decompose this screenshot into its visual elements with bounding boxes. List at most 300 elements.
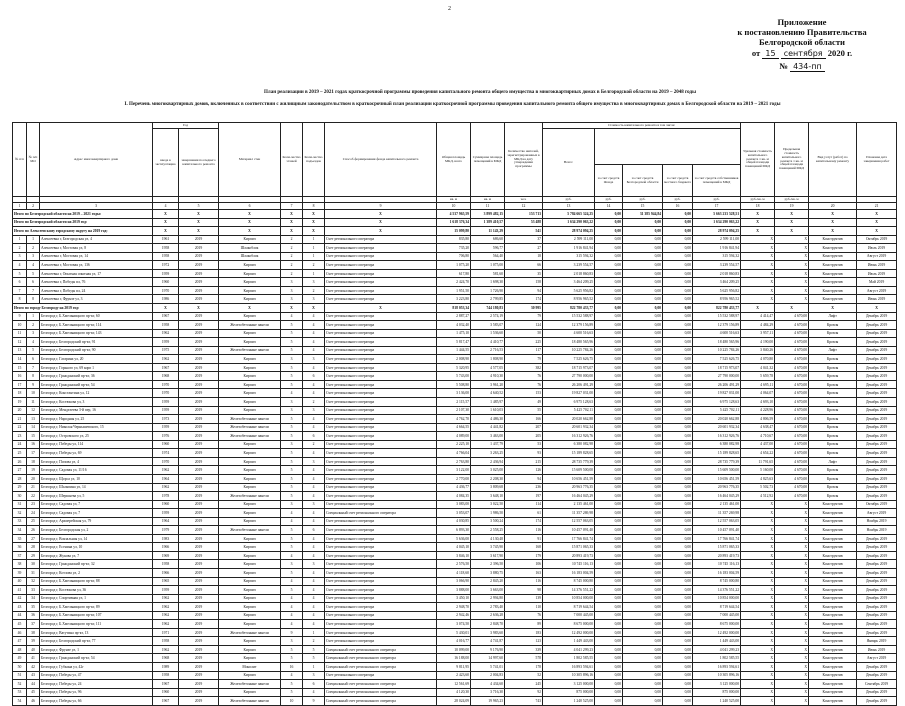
table-cell: 93 [505,449,543,458]
table-cell: 3 840,26 [741,346,775,355]
table-cell: Декабрь 2019 [857,449,897,458]
table-cell: X [741,252,775,261]
table-cell: 0,00 [595,423,623,432]
table-cell: Кровля [809,372,857,381]
table-cell: 3 617,90 [471,551,505,560]
table-cell: 315 594,32 [693,252,741,261]
table-cell: 2 574,19 [471,312,505,321]
table-cell: Кровля [809,440,857,449]
table-cell: 40 [13,577,27,586]
summary-cell: 0,00 [623,218,663,227]
table-cell: 4 [303,577,325,586]
table-cell: X [741,654,775,663]
table-row [13,235,897,244]
table-cell: Счет регионального оператора [325,278,437,287]
table-cell: 29 [27,551,40,560]
table-cell: 0,00 [663,278,693,287]
table-cell: Счет регионального оператора [325,594,437,603]
table-cell: 3 464 209,25 [693,278,741,287]
table-cell: 1968 [153,372,179,381]
table-cell: 39 [27,637,40,646]
table-row [13,398,897,407]
table-cell: 3 053,07 [437,509,471,518]
table-cell: 3 888,00 [437,586,471,595]
table-cell: 2 994,80 [471,594,505,603]
table-cell: 743 [505,697,543,706]
table-cell: 34 [27,594,40,603]
table-cell: 0,00 [663,611,693,620]
table-cell: 33 [13,517,27,526]
table-cell: 0,00 [663,688,693,697]
table-cell: Счет регионального оператора [325,620,437,629]
table-cell: 0,00 [663,269,693,278]
table-cell: 10 225 784,26 [543,346,595,355]
table-cell: 6 975 128,63 [693,398,741,407]
col-area-total: Общая площадь МКД, всего [437,123,471,197]
table-cell: 4 670,00 [775,380,809,389]
table-cell: 4 766,04 [437,449,471,458]
table-cell: 11 [27,398,40,407]
table-cell: 2019 [179,611,219,620]
table-cell: X [741,688,775,697]
table-cell: 1959 [153,398,179,407]
table-cell: Кирпич [219,380,281,389]
table-cell: 1960 [153,688,179,697]
summary-cell: 53 488 [505,218,543,227]
table-cell: 2 424,70 [437,278,471,287]
table-cell: 27 [27,534,40,543]
table-cell: Белгород г, Победы ул, 66 [40,697,153,706]
table-row [13,321,897,330]
table-cell: 1 916 841,94 [543,244,595,253]
col-reg: за счет средств Белгородской области [623,165,663,197]
index-cell: 2 [27,203,40,210]
table-cell: 0,00 [663,466,693,475]
table-cell: 0,00 [595,398,623,407]
table-cell: 36 [27,611,40,620]
table-cell: 2 599 111,00 [693,235,741,244]
table-cell: 0,00 [595,560,623,569]
table-cell: 15 609 500,00 [693,466,741,475]
date-day: 15 [762,49,778,59]
table-cell: X [741,534,775,543]
table-cell: 0,00 [595,474,623,483]
table-cell: Алексеевка г, Мостовая ул, 136 [40,261,153,270]
table-cell: 4 441,82 [471,423,505,432]
table-cell: 1 [27,312,40,321]
table-cell: 20 601 932,34 [543,423,595,432]
table-cell: 31 [13,500,27,509]
table-cell: Конструктив [809,500,857,509]
table-cell: 24 [13,440,27,449]
table-cell: 1 444,55 [437,346,471,355]
table-row [13,662,897,671]
table-cell: X [741,560,775,569]
table-cell: Счет регионального оператора [325,286,437,295]
index-cell: 12 [505,203,543,210]
table-cell: X [775,560,809,569]
table-cell: Специальный счет регионального оператора [325,697,437,706]
table-cell: 2019 [179,406,219,415]
table-cell: 875 000,00 [543,688,595,697]
table-cell: 19 827 031,00 [543,389,595,398]
table-cell: 0,00 [663,261,693,270]
table-cell: 0,00 [623,415,663,424]
table-cell: 3 136,00 [437,389,471,398]
index-cell: 18 [741,203,775,210]
table-cell: 27 790 000,00 [693,372,741,381]
table-cell: 4 [281,517,303,526]
table-cell: 0,00 [623,500,663,509]
table-cell: Кирпич [219,611,281,620]
table-cell: 2 558,25 [471,526,505,535]
table-cell: 9 [13,312,27,321]
table-cell: 2 [281,244,303,253]
table-cell: 2019 [179,543,219,552]
summary-label: Итого по городу Белгороду на 2019 год: [13,304,153,313]
table-cell: 0,00 [663,526,693,535]
table-cell: 1960 [153,440,179,449]
col-loc: за счет средств местного бюджета [663,165,693,197]
table-cell: 5 425 702,11 [693,406,741,415]
index-cell: 8 [303,203,325,210]
table-cell: 39 [13,568,27,577]
unit-cell: руб./кв. м [741,197,775,203]
table-cell: Белгород г, Гагарина ул, 20 [40,355,153,364]
table-cell: 23 [27,500,40,509]
table-cell: 10 305 896,16 [543,671,595,680]
table-cell: 4 [303,346,325,355]
table-cell: Счет регионального оператора [325,423,437,432]
table-cell: 2019 [179,688,219,697]
table-cell: Счет регионального оператора [325,534,437,543]
table-cell: 2019 [179,346,219,355]
table-cell: 706,80 [437,252,471,261]
table-cell: 5 [281,423,303,432]
table-cell: 4 [27,338,40,347]
table-cell: Белгород г, Архиерейская ул, 79 [40,517,153,526]
table-cell: 183 [505,628,543,637]
table-cell: Белгород г, Константина ул, 12 [40,389,153,398]
table-cell: 3 583,07 [471,321,505,330]
table-cell: 2 763,80 [437,457,471,466]
table-cell: 2019 [179,278,219,287]
table-cell: 4 910,30 [471,372,505,381]
table-cell: X [741,235,775,244]
table-cell: 0,00 [623,534,663,543]
table-cell: 4 070,80 [741,355,775,364]
table-cell: 4 638,47 [741,423,775,432]
table-cell: 4 [281,312,303,321]
table-cell: 2019 [179,483,219,492]
table-cell: X [741,261,775,270]
table-cell: 139 [505,594,543,603]
table-cell: 7 000 445,00 [693,611,741,620]
summary-cell: X [153,218,179,227]
table-cell: 38 [13,560,27,569]
table-cell: 1 802 585,55 [543,654,595,663]
table-cell: Алексеевка г, Победы пл, 24 [40,286,153,295]
table-cell: Кирпич [219,269,281,278]
table-cell: Белгород г, Б.Хмельницкого пр-кт, 107 [40,611,153,620]
summary-cell: X [741,227,775,236]
table-cell: 0,00 [623,577,663,586]
table-cell: 12 [13,338,27,347]
table-cell: 4 670,00 [775,483,809,492]
table-cell: X [741,269,775,278]
table-cell: 76 [505,611,543,620]
table-cell: Декабрь 2019 [857,423,897,432]
table-cell: Декабрь 2019 [857,620,897,629]
summary-cell: X [281,227,303,236]
table-cell: 1964 [153,474,179,483]
table-cell: Декабрь 2019 [857,577,897,586]
table-cell: 315 594,32 [543,252,595,261]
table-cell: 0,00 [595,252,623,261]
table-cell: Счет регионального оператора [325,492,437,501]
table-cell: Кровля [809,474,857,483]
table-cell: 16 183 004,59 [543,568,595,577]
table-cell: 0,00 [623,363,663,372]
table-cell: Декабрь 2019 [857,457,897,466]
table-cell: 12 [27,406,40,415]
table-cell: 4 410,77 [471,338,505,347]
table-cell: 3 [281,286,303,295]
table-cell: Кровля [809,406,857,415]
table-row [13,526,897,535]
table-cell: Кровля [809,492,857,501]
table-cell: 1 475,10 [437,329,471,338]
table-cell: Январь 2019 [857,637,897,646]
appendix-line: к постановлению Правительства [737,27,867,37]
table-cell: X [775,628,809,637]
table-cell: 0,00 [623,261,663,270]
table-cell: Май 2019 [857,278,897,287]
table-cell: Кровля [809,355,857,364]
table-cell: 4 670,00 [775,449,809,458]
table-cell: 0,00 [595,269,623,278]
table-cell: 16 312 926,76 [543,432,595,441]
table-cell: 1 [303,252,325,261]
summary-cell: 744 180,83 [471,304,505,313]
unit-cell: руб. [543,197,595,203]
table-cell: 14 [27,423,40,432]
table-cell: 5 625 956,82 [693,286,741,295]
table-cell: 1966 [153,543,179,552]
table-cell: 4 670,00 [775,389,809,398]
unit-cell: руб. [623,197,663,203]
table-cell: Счет регионального оператора [325,440,437,449]
summary-cell: X [179,210,219,219]
table-cell: Кирпич [219,688,281,697]
table-cell: 205 [505,432,543,441]
table-cell: 0,00 [595,235,623,244]
table-cell: 0,00 [595,697,623,706]
table-cell: 5 [281,654,303,663]
table-cell: 4 [303,423,325,432]
table-cell: 2 783,40 [471,603,505,612]
table-cell: 4 577,05 [471,363,505,372]
table-cell: 19 965,23 [471,697,505,706]
table-cell: 4 670,00 [775,372,809,381]
table-cell: Кирпич [219,637,281,646]
table-cell: Кирпич [219,278,281,287]
table-cell: Железобетонные панели [219,423,281,432]
table-cell: 4 670,00 [775,466,809,475]
table-cell: Конструктив [809,645,857,654]
unit-cell: кв. м [437,197,471,203]
table-cell: Счет регионального оператора [325,338,437,347]
table-cell: Кровля [809,380,857,389]
table-cell: Декабрь 2019 [857,586,897,595]
table-cell: 0,00 [663,321,693,330]
table-row [13,509,897,518]
table-cell: 124 [505,321,543,330]
table-cell: Белгород г, Губкина ул, 42г [40,662,153,671]
table-cell: 94 [505,474,543,483]
table-cell: 2019 [179,269,219,278]
table-cell: 5 [281,338,303,347]
table-cell: 3 122,00 [437,466,471,475]
summary-cell: 15 099,80 [437,227,471,236]
table-cell: 4 [281,551,303,560]
table-cell: Кирпич [219,543,281,552]
table-cell: 2019 [179,389,219,398]
table-cell: 26 206 491,29 [693,380,741,389]
table-cell: 2 018 860,83 [693,269,741,278]
table-cell: Счет регионального оператора [325,568,437,577]
table-cell: 7 [27,363,40,372]
table-cell: 3 223,80 [437,295,471,304]
table-cell: 1959 [153,509,179,518]
table-cell: X [741,286,775,295]
table-cell: 5 659,78 [741,372,775,381]
unit-cell: руб./кв. м [775,197,809,203]
table-cell: 2019 [179,312,219,321]
table-cell: Декабрь 2019 [857,355,897,364]
table-cell: 5 [303,645,325,654]
table-row [13,457,897,466]
summary-cell: X [325,304,437,313]
table-cell: 2019 [179,244,219,253]
table-cell: 0,00 [595,449,623,458]
table-cell: 2019 [179,372,219,381]
table-cell: Белгород г, Белгородский пр-кт, 91 [40,338,153,347]
table-cell: Декабрь 2019 [857,474,897,483]
table-cell: 2019 [179,534,219,543]
table-cell: Декабрь 2019 [857,671,897,680]
table-cell: 0,00 [663,252,693,261]
table-cell: 0,00 [623,697,663,706]
table-row [13,329,897,338]
table-cell: 1958 [153,560,179,569]
table-cell: 12 557 063,05 [543,517,595,526]
table-cell: X [741,295,775,304]
table-cell: Август 2019 [857,252,897,261]
table-cell: 5 [281,492,303,501]
table-cell: 4 600 516,63 [693,329,741,338]
table-cell: 0,00 [623,432,663,441]
table-cell: 4 670,00 [775,440,809,449]
index-cell: 11 [471,203,505,210]
table-cell: Кирпич [219,654,281,663]
table-cell: 50 [505,329,543,338]
table-row [13,423,897,432]
table-cell: 0,00 [663,560,693,569]
table-cell: 117 [505,346,543,355]
table-cell: 0,00 [623,286,663,295]
table-cell: 1979 [153,526,179,535]
table-cell: 54 [13,697,27,706]
summary-cell: 541 [505,227,543,236]
table-cell: 1970 [153,389,179,398]
summary-cell: X [809,218,857,227]
table-cell: Кровля [809,423,857,432]
table-row [13,543,897,552]
table-cell: X [775,526,809,535]
table-cell: 2019 [179,586,219,595]
table-cell: 0,00 [595,321,623,330]
table-cell: 3 [303,560,325,569]
table-cell: Белгород г, Котлова ул, 2 [40,568,153,577]
summary-cell: X [857,304,897,313]
table-cell: 4 [303,389,325,398]
table-cell: 20 893 419,73 [543,551,595,560]
table-row [13,671,897,680]
table-cell: Кирпич [219,406,281,415]
table-cell: Кровля [809,363,857,372]
table-cell: 4 670,00 [775,398,809,407]
table-cell: Октябрь 2019 [857,500,897,509]
number-value: 434-пп [790,62,825,72]
table-cell: 94 [505,286,543,295]
table-cell: Конструктив [809,235,857,244]
table-cell: Декабрь 2019 [857,534,897,543]
table-cell: Конструктив [809,654,857,663]
table-cell: Железобетонные панели [219,321,281,330]
table-cell: 0,00 [623,560,663,569]
table-row [13,295,897,304]
table-cell: 0,00 [663,577,693,586]
table-cell: 1970 [153,286,179,295]
table-cell: 8 [13,295,27,304]
table-cell: 20 020 662,88 [543,415,595,424]
table-cell: 0,00 [595,346,623,355]
table-row [13,688,897,697]
table-cell: 23 [13,432,27,441]
table-cell: 1959 [153,586,179,595]
table-cell: 3 025,00 [471,466,505,475]
table-cell: 0,00 [663,457,693,466]
table-cell: Кирпич [219,449,281,458]
table-cell: 16 893 594,61 [693,662,741,671]
index-cell: 4 [153,203,179,210]
table-cell: 3 [281,295,303,304]
table-cell: Конструктив [809,261,857,270]
table-cell: 17 [13,380,27,389]
table-cell: Белгород г, Гражданский пр-кт, 54 [40,380,153,389]
table-cell: 32 [13,509,27,518]
table-cell: Счет регионального оператора [325,432,437,441]
table-cell: 1 [303,235,325,244]
table-cell: 0,00 [595,611,623,620]
col-people: Количество жителей, зарегистрированных в МКД на дату утверждения программы [505,123,543,197]
table-cell: 1973 [153,415,179,424]
table-row [13,568,897,577]
table-cell: 5 160,00 [741,466,775,475]
table-cell: 7 000 445,00 [543,611,595,620]
table-cell: 0,00 [663,603,693,612]
